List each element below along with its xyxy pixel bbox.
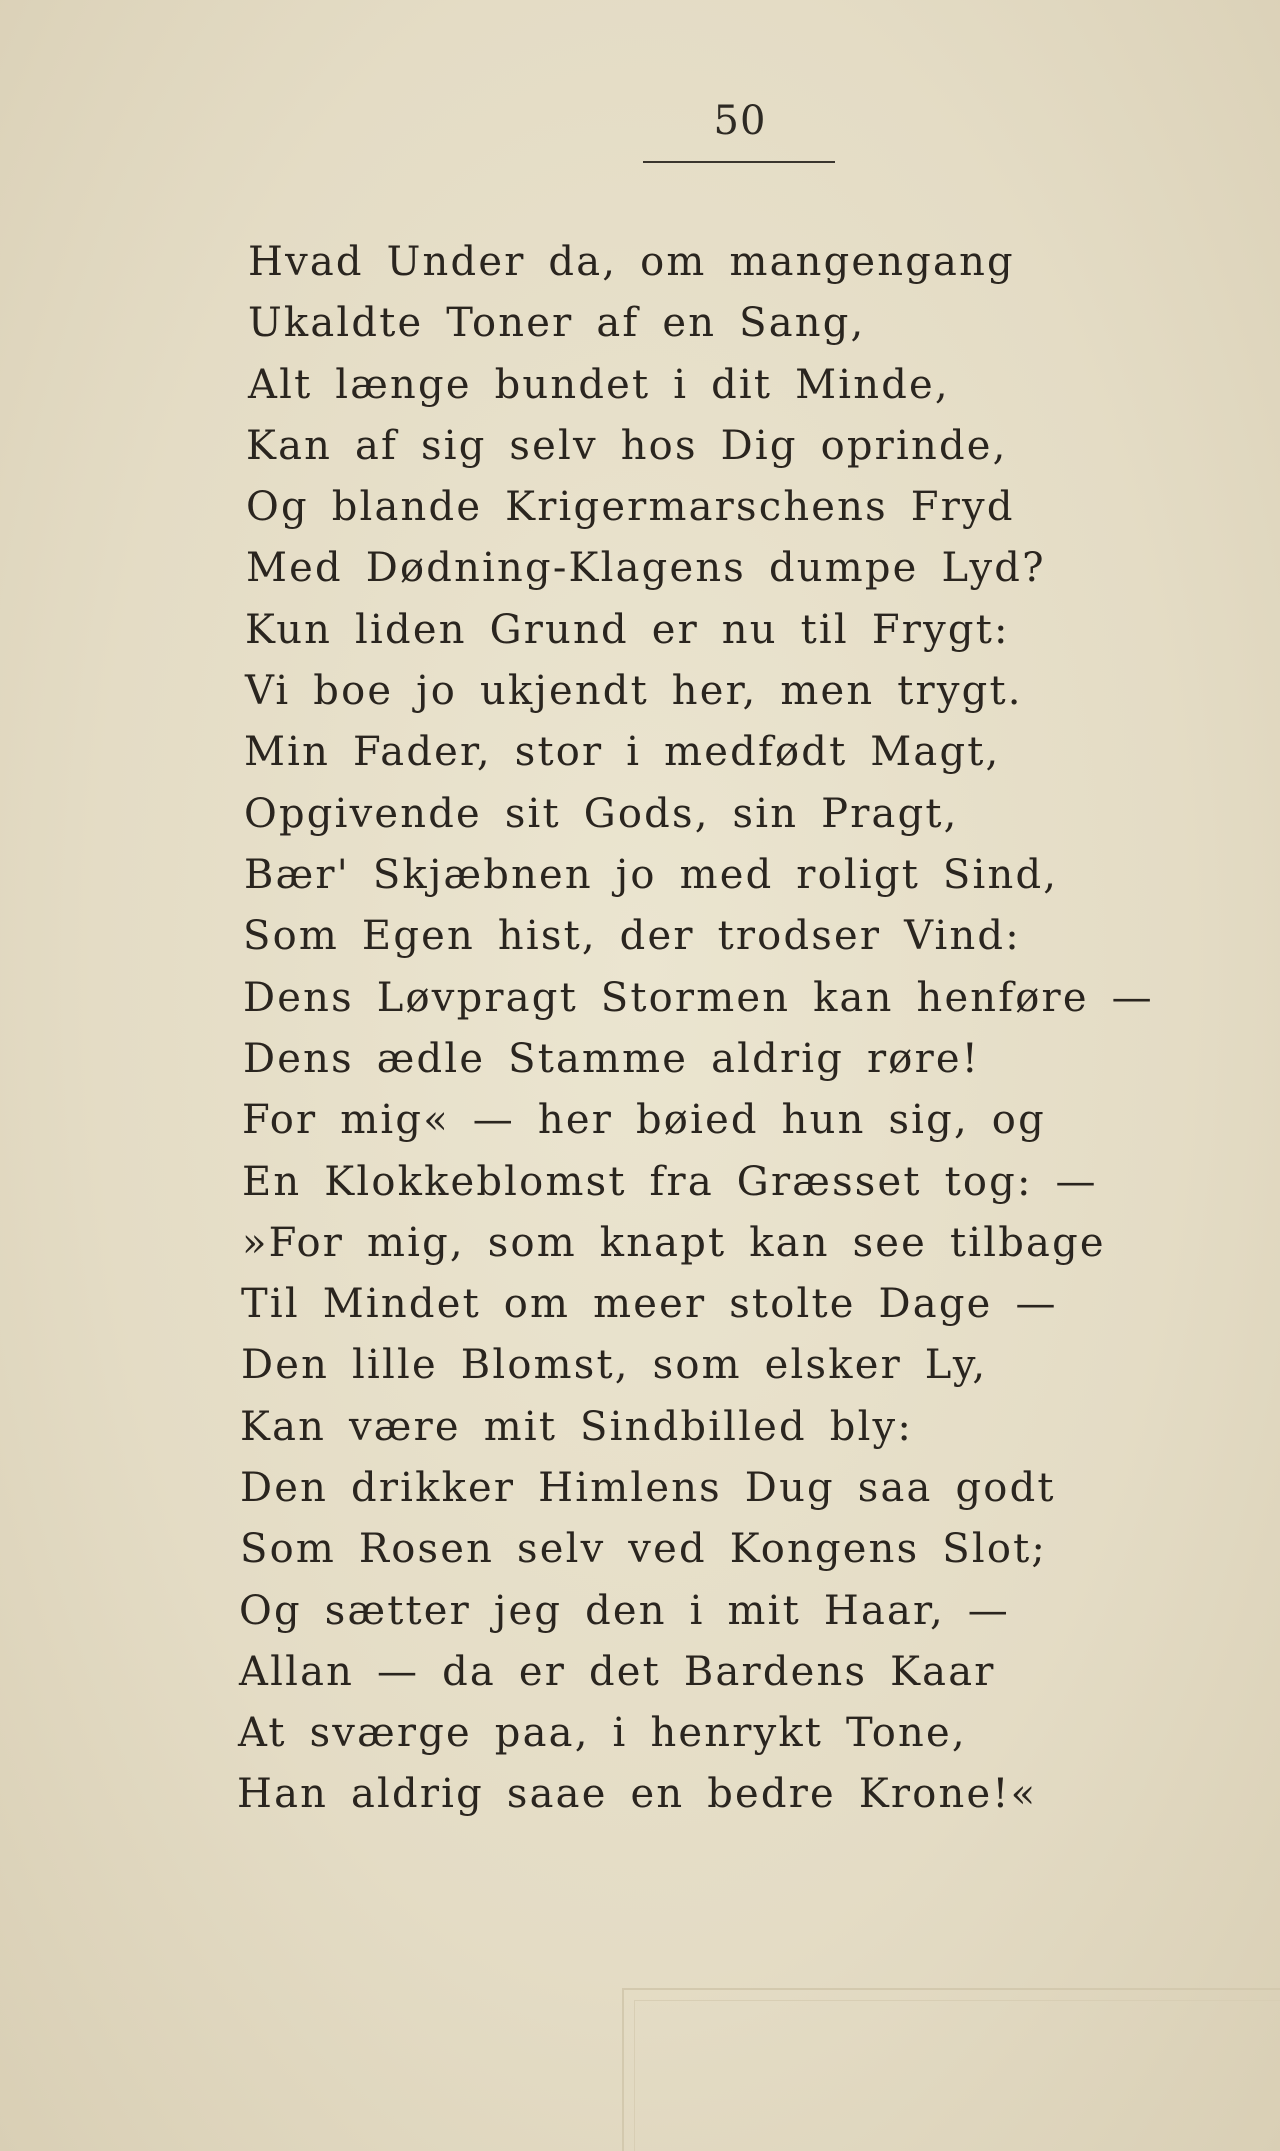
poem-line: Hvad Under da, om mangengang xyxy=(248,239,1015,285)
plate-impression-inner xyxy=(634,2000,1280,2151)
poem-line: Opgivende sit Gods, sin Pragt, xyxy=(244,791,959,837)
poem-line: Den drikker Himlens Dug saa godt xyxy=(240,1465,1056,1511)
poem-line: At sværge paa, i henrykt Tone, xyxy=(238,1710,967,1756)
poem-line: »For mig, som knapt kan see tilbage xyxy=(242,1220,1106,1266)
poem-line: Han aldrig saae en bedre Krone!« xyxy=(237,1771,1038,1817)
poem-line: Kan af sig selv hos Dig oprinde, xyxy=(246,423,1008,469)
page-number: 50 xyxy=(713,98,767,144)
poem-line: Som Rosen selv ved Kongens Slot; xyxy=(240,1526,1048,1572)
poem-line: Til Mindet om meer stolte Dage — xyxy=(241,1281,1058,1327)
poem-line: Ukaldte Toner af en Sang, xyxy=(248,300,866,346)
poem-line: Dens ædle Stamme aldrig røre! xyxy=(243,1036,981,1082)
poem-line: Kan være mit Sindbilled bly: xyxy=(240,1404,914,1450)
poem-line: Kun liden Grund er nu til Frygt: xyxy=(245,607,1010,653)
poem-line: En Klokkeblomst fra Græsset tog: — xyxy=(242,1159,1098,1205)
poem-line: Som Egen hist, der trodser Vind: xyxy=(243,913,1021,959)
poem-line: For mig« — her bøied hun sig, og xyxy=(242,1097,1046,1143)
poem-line: Dens Løvpragt Stormen kan henføre — xyxy=(243,975,1154,1021)
poem-line: Den lille Blomst, som elsker Ly, xyxy=(241,1342,988,1388)
plate-impression xyxy=(622,1988,1280,2151)
poem-line: Alt længe bundet i dit Minde, xyxy=(248,362,950,408)
poem-line: Min Fader, stor i medfødt Magt, xyxy=(244,729,1001,775)
poem-line: Og blande Krigermarschens Fryd xyxy=(246,484,1015,530)
poem-line: Med Dødning-Klagens dumpe Lyd? xyxy=(246,545,1046,591)
header-rule xyxy=(643,161,835,163)
poem-line: Og sætter jeg den i mit Haar, — xyxy=(239,1588,1010,1634)
poem-line: Bær' Skjæbnen jo med roligt Sind, xyxy=(244,852,1059,898)
poem-line: Vi boe jo ukjendt her, men trygt. xyxy=(245,668,1023,714)
poem-line: Allan — da er det Bardens Kaar xyxy=(239,1649,996,1695)
